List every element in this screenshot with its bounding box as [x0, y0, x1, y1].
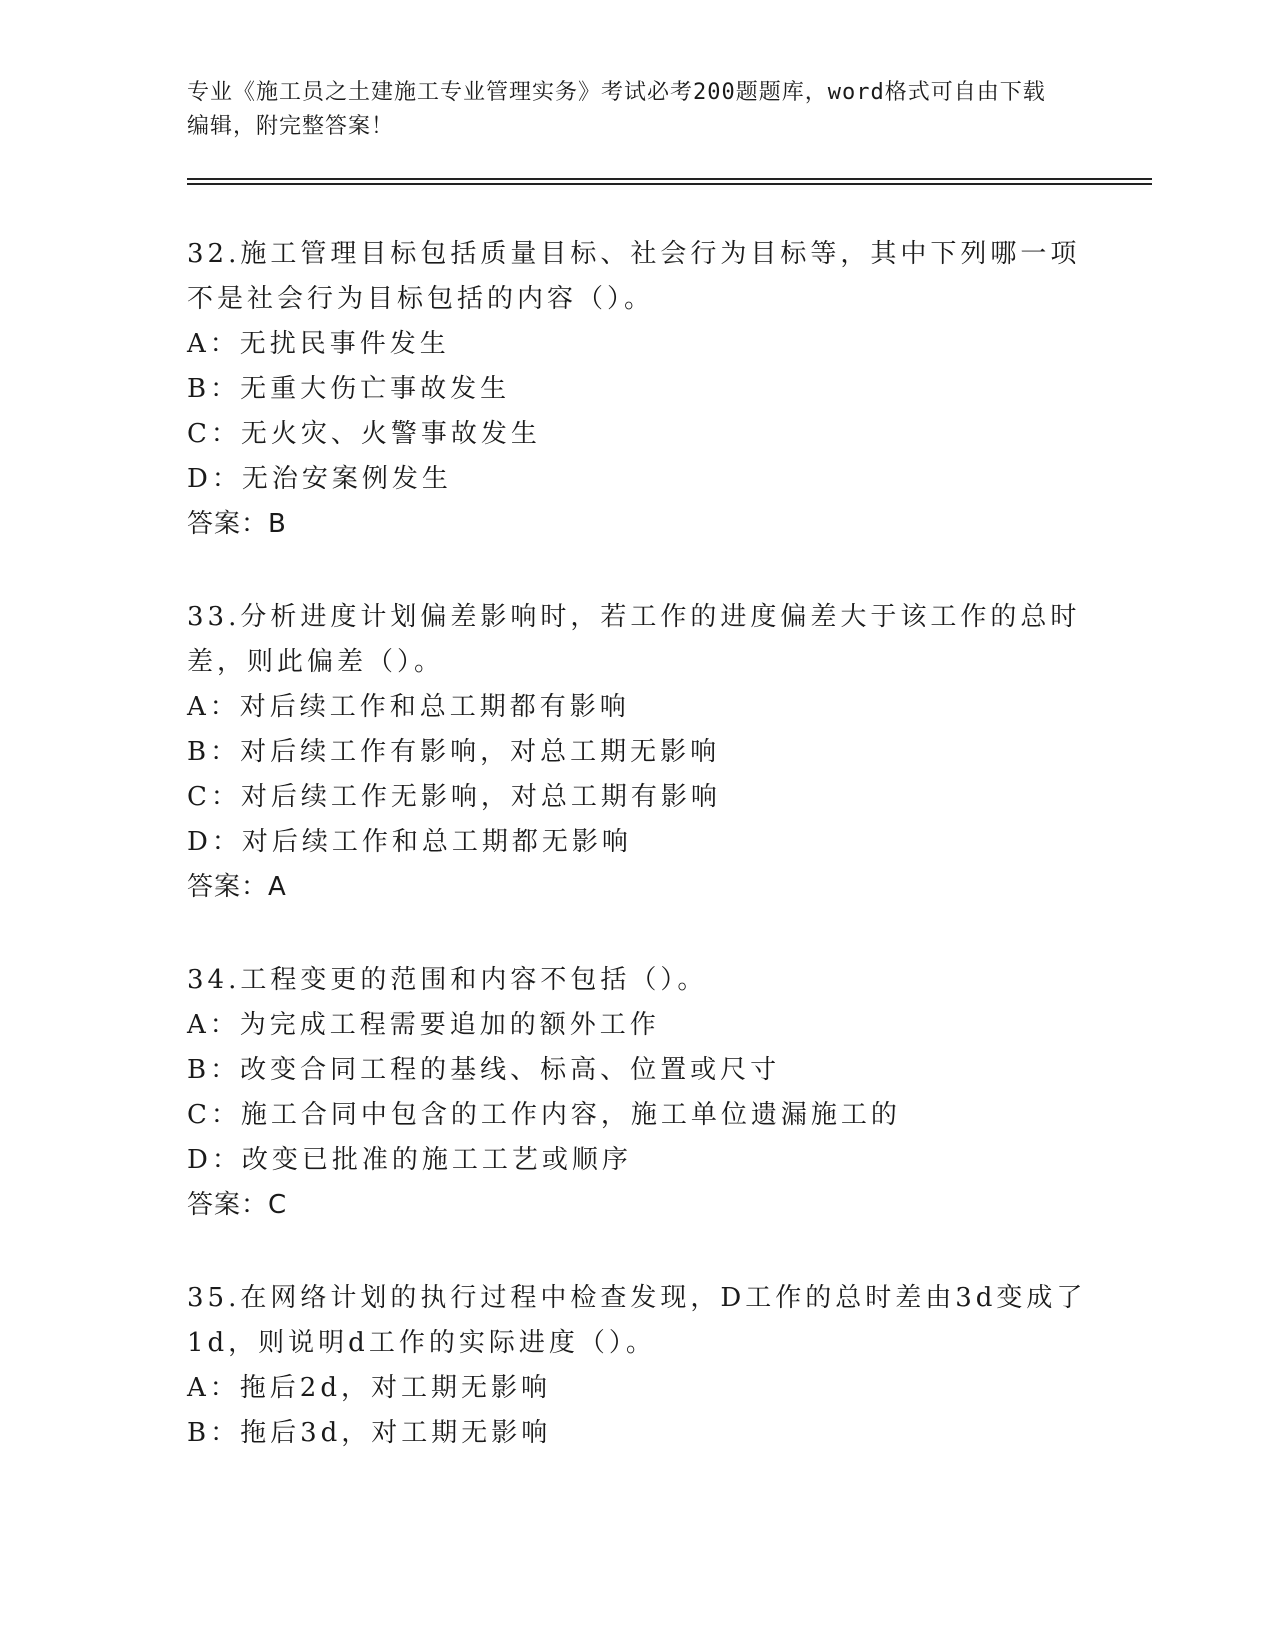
question-text: 33.分析进度计划偏差影响时，若工作的进度偏差大于该工作的总时差，则此偏差（）。 [187, 602, 1081, 677]
option-a: A：为完成工程需要追加的额外工作 [187, 1010, 660, 1040]
header-text: 专业《施工员之土建施工专业管理实务》考试必考200题题库，word格式可自由下载编辑，附完整答案！ [187, 80, 1046, 139]
option-d: D：改变已批准的施工工艺或顺序 [187, 1145, 632, 1175]
option-b: B：对后续工作有影响，对总工期无影响 [187, 737, 721, 767]
option-a: A：无扰民事件发生 [187, 329, 450, 359]
option-a: A：对后续工作和总工期都有影响 [187, 692, 630, 722]
question-33 [187, 595, 1087, 910]
option-a: A：拖后2d，对工期无影响 [187, 1373, 551, 1403]
option-d: D：对后续工作和总工期都无影响 [187, 827, 632, 857]
document-header [187, 76, 1067, 144]
option-b: B：改变合同工程的基线、标高、位置或尺寸 [187, 1055, 781, 1085]
option-d: D：无治安案例发生 [187, 464, 452, 494]
question-35 [187, 1276, 1087, 1456]
answer-line: 答案：C [187, 1190, 288, 1220]
answer-line: 答案：B [187, 509, 287, 539]
option-c: C：施工合同中包含的工作内容，施工单位遗漏施工的 [187, 1100, 901, 1130]
question-text: 34.工程变更的范围和内容不包括（）。 [187, 965, 708, 995]
question-34 [187, 958, 1087, 1228]
answer-line: 答案：A [187, 872, 287, 902]
question-text: 32.施工管理目标包括质量目标、社会行为目标等，其中下列哪一项不是社会行为目标包括的内容（）。 [187, 239, 1081, 314]
option-c: C：对后续工作无影响，对总工期有影响 [187, 782, 721, 812]
option-c: C：无火灾、火警事故发生 [187, 419, 541, 449]
header-rule-top [187, 178, 1152, 180]
option-b: B：无重大伤亡事故发生 [187, 374, 511, 404]
header-rule-bottom [187, 183, 1152, 185]
question-text: 35.在网络计划的执行过程中检查发现，D工作的总时差由3d变成了1d，则说明d工作的实际进度（）。 [187, 1283, 1087, 1358]
question-32 [187, 232, 1087, 547]
question-list [187, 232, 1087, 1504]
option-b: B：拖后3d，对工期无影响 [187, 1418, 552, 1448]
